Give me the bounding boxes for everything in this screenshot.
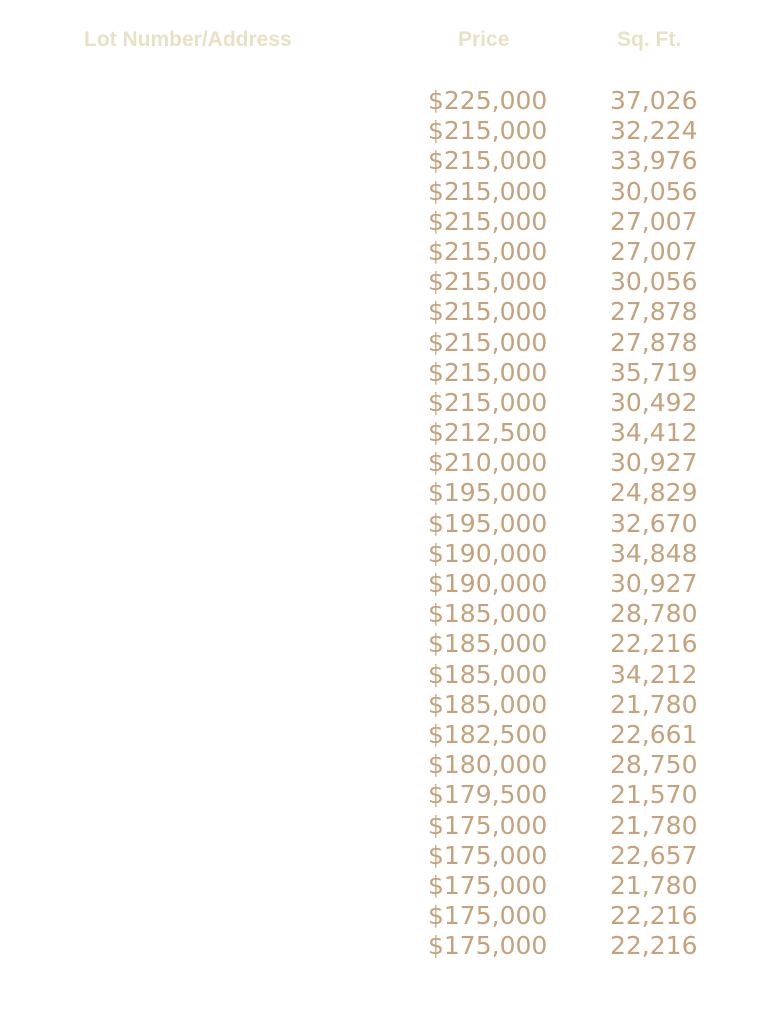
table-row (0, 328, 766, 358)
sqft-cell: 21,570 (610, 780, 698, 810)
sqft-cell: 28,780 (610, 599, 698, 629)
table-row (0, 388, 766, 418)
table-row (0, 478, 766, 508)
sqft-cell: 22,216 (610, 931, 698, 961)
table-row (0, 811, 766, 841)
table-row (0, 931, 766, 961)
price-cell: $215,000 (428, 327, 548, 357)
table-row (0, 418, 766, 448)
price-cell: $215,000 (428, 116, 548, 146)
table-row (0, 509, 766, 539)
table-row (0, 86, 766, 116)
sqft-cell: 34,212 (610, 659, 698, 689)
table-row (0, 237, 766, 267)
sqft-cell: 24,829 (610, 478, 698, 508)
price-cell: $215,000 (428, 297, 548, 327)
price-cell: $175,000 (428, 840, 548, 870)
price-cell: $210,000 (428, 448, 548, 478)
price-cell: $190,000 (428, 569, 548, 598)
sqft-cell: 21,780 (610, 810, 698, 840)
price-cell: $215,000 (428, 146, 548, 176)
price-header: Price (458, 28, 510, 51)
price-cell: $182,500 (428, 719, 548, 749)
table-row (0, 629, 766, 659)
sqft-cell: 30,927 (610, 569, 698, 598)
table-row (0, 539, 766, 569)
sqft-cell: 34,412 (610, 418, 698, 448)
price-cell: $225,000 (428, 86, 548, 115)
price-cell: $195,000 (428, 478, 548, 508)
table-row (0, 841, 766, 871)
price-cell: $175,000 (428, 810, 548, 840)
table-row (0, 207, 766, 237)
sqft-cell: 28,750 (610, 750, 698, 780)
sqft-cell: 30,492 (610, 387, 698, 417)
sqft-cell: 22,657 (610, 840, 698, 870)
sqft-cell: 30,056 (610, 267, 698, 297)
table-row (0, 569, 766, 599)
table-row (0, 690, 766, 720)
sqft-cell: 22,216 (610, 629, 698, 659)
sqft-header: Sq. Ft. (617, 28, 682, 51)
table-row (0, 720, 766, 750)
table-row (0, 660, 766, 690)
price-cell: $175,000 (428, 901, 548, 931)
price-cell: $185,000 (428, 659, 548, 689)
sqft-cell: 35,719 (610, 357, 698, 387)
table-row (0, 177, 766, 207)
table-row (0, 116, 766, 146)
table-row (0, 871, 766, 901)
table-row (0, 297, 766, 327)
sqft-cell: 21,780 (610, 870, 698, 900)
price-cell: $195,000 (428, 508, 548, 538)
price-cell: $185,000 (428, 599, 548, 629)
sqft-cell: 33,976 (610, 146, 698, 176)
sqft-cell: 27,007 (610, 236, 698, 266)
table-row (0, 599, 766, 629)
price-cell: $215,000 (428, 236, 548, 266)
price-cell: $175,000 (428, 870, 548, 900)
sqft-cell: 30,927 (610, 448, 698, 478)
price-cell: $215,000 (428, 206, 548, 236)
price-cell: $190,000 (428, 538, 548, 568)
table-row (0, 780, 766, 810)
sqft-cell: 32,670 (610, 508, 698, 538)
sqft-cell: 30,056 (610, 176, 698, 206)
price-cell: $215,000 (428, 176, 548, 206)
table-row (0, 146, 766, 176)
price-cell: $180,000 (428, 750, 548, 780)
lot-rows (0, 86, 766, 961)
table-row (0, 448, 766, 478)
sqft-cell: 21,780 (610, 689, 698, 719)
sqft-cell: 27,878 (610, 297, 698, 327)
sqft-cell: 32,224 (610, 116, 698, 146)
sqft-cell: 27,878 (610, 327, 698, 357)
price-cell: $212,500 (428, 418, 548, 448)
sqft-cell: 22,216 (610, 901, 698, 931)
sqft-cell: 34,848 (610, 538, 698, 568)
table-row (0, 267, 766, 297)
table-row (0, 358, 766, 388)
price-cell: $185,000 (428, 629, 548, 659)
price-cell: $215,000 (428, 357, 548, 387)
price-cell: $215,000 (428, 267, 548, 297)
price-cell: $179,500 (428, 780, 548, 810)
table-row (0, 901, 766, 931)
lot-address-header: Lot Number/Address (84, 28, 292, 51)
sqft-cell: 37,026 (610, 86, 698, 115)
sqft-cell: 27,007 (610, 206, 698, 236)
price-cell: $215,000 (428, 387, 548, 417)
table-row (0, 750, 766, 780)
sqft-cell: 22,661 (610, 719, 698, 749)
price-cell: $185,000 (428, 689, 548, 719)
price-cell: $175,000 (428, 931, 548, 961)
